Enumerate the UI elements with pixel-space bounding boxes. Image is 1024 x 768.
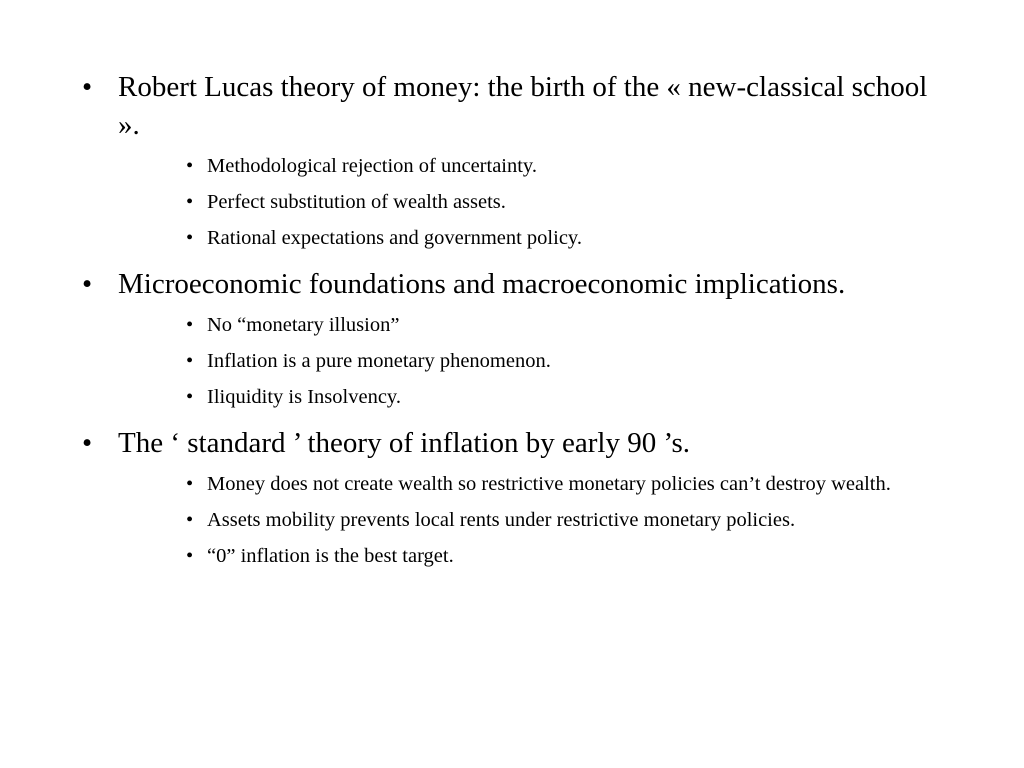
bullet-marker: • [82,71,93,103]
sub-bullet-item [185,188,917,217]
sub-bullet-list [78,152,938,253]
sub-bullet-text: No “monetary illusion” [207,314,400,336]
sub-bullet-list [78,470,938,571]
sub-bullet-item [185,152,917,181]
sub-bullet-marker: • [186,314,194,336]
sub-bullet-item [185,347,917,376]
bullet-text: Microeconomic foundations and macroeconomic implications. [118,268,846,300]
sub-bullet-marker: • [186,227,194,249]
sub-bullet-text: “0” inflation is the best target. [207,545,454,567]
slide-content [78,68,938,583]
sub-bullet-marker: • [186,350,194,372]
sub-bullet-marker: • [186,386,194,408]
bullet-item-microeconomic-foundations [78,265,938,303]
sub-bullet-text: Rational expectations and government policy. [207,227,582,249]
sub-bullet-text: Inflation is a pure monetary phenomenon. [207,350,551,372]
sub-bullet-marker: • [186,545,194,567]
bullet-text: Robert Lucas theory of money: the birth of the « new-classical school ». [118,71,928,141]
sub-bullet-item [185,383,917,412]
sub-bullet-item [185,506,917,535]
sub-bullet-marker: • [186,509,194,531]
bullet-marker: • [82,268,93,300]
sub-bullet-text: Perfect substitution of wealth assets. [207,191,506,213]
sub-bullet-list [78,311,938,412]
sub-bullet-item [185,542,917,571]
bullet-text: The ‘ standard ’ theory of inflation by early 90 ’s. [118,427,691,459]
sub-bullet-marker: • [186,155,194,177]
bullet-item-standard-theory [78,424,938,462]
sub-bullet-marker: • [186,473,194,495]
sub-bullet-text: Assets mobility prevents local rents under restrictive monetary policies. [207,509,796,531]
sub-bullet-item [185,224,917,253]
bullet-item-lucas-theory [78,68,938,144]
sub-bullet-text: Money does not create wealth so restrictive monetary policies can’t destroy wealth. [207,473,891,495]
sub-bullet-item [185,311,917,340]
sub-bullet-text: Iliquidity is Insolvency. [207,386,401,408]
sub-bullet-item [185,470,917,499]
sub-bullet-text: Methodological rejection of uncertainty. [207,155,537,177]
sub-bullet-marker: • [186,191,194,213]
bullet-marker: • [82,427,93,459]
